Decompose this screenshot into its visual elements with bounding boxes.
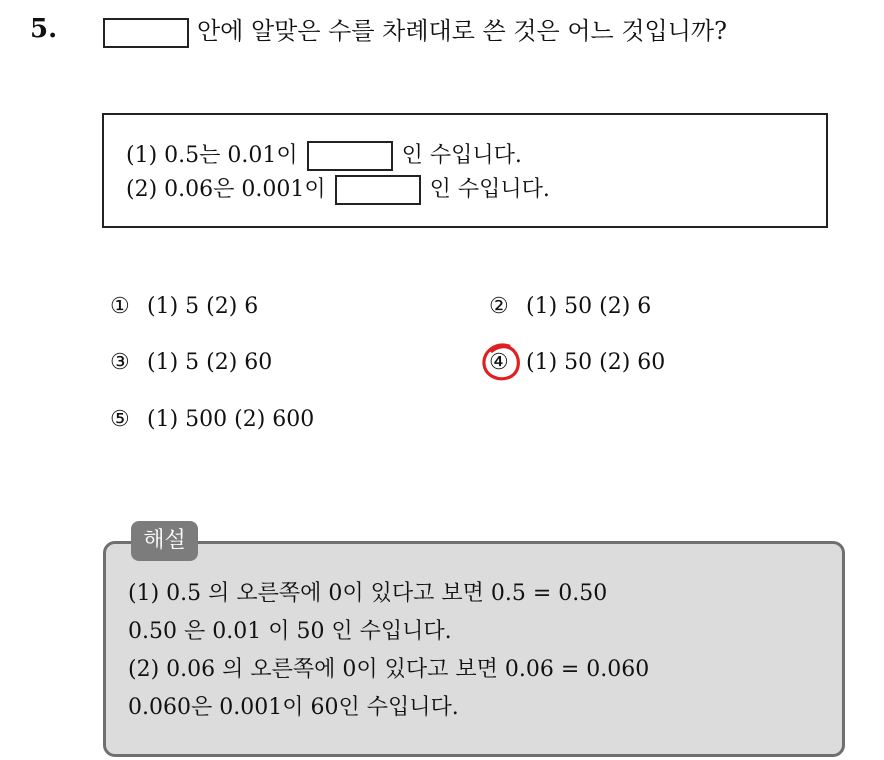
choice-1-text: (1) 5 (2) 6	[147, 294, 259, 319]
choice-3[interactable]	[110, 348, 272, 378]
choice-4-text: (1) 50 (2) 60	[526, 350, 666, 375]
choice-1[interactable]	[110, 292, 258, 322]
explanation-line-4: 0.060은 0.001이 60인 수입니다.	[128, 695, 459, 720]
choice-5-mark: ⑤	[110, 407, 130, 432]
condition-1-after: 인 수입니다.	[401, 143, 522, 168]
question-blank-box	[103, 18, 189, 48]
choice-4-mark: ④	[489, 350, 509, 375]
choice-1-mark: ①	[110, 294, 130, 319]
question-text-line	[103, 14, 727, 48]
choice-2[interactable]	[489, 292, 651, 322]
condition-2-before: (2) 0.06은 0.001이	[126, 177, 326, 202]
explanation-line-2: 0.50 은 0.01 이 50 인 수입니다.	[128, 619, 452, 644]
choice-5[interactable]	[110, 405, 314, 435]
choice-3-text: (1) 5 (2) 60	[147, 350, 273, 375]
question-number: 5.	[30, 14, 58, 44]
condition-2-after: 인 수입니다.	[429, 177, 550, 202]
explanation-tab: 해설	[131, 521, 198, 561]
condition-2	[126, 175, 550, 205]
explanation-line-1: (1) 0.5 의 오른쪽에 0이 있다고 보면 0.5 = 0.50	[128, 581, 608, 606]
condition-2-blank	[335, 175, 421, 205]
answer-circle-icon	[479, 340, 525, 386]
choice-5-text: (1) 500 (2) 600	[147, 407, 315, 432]
explanation-line-3: (2) 0.06 의 오른쪽에 0이 있다고 보면 0.06 = 0.060	[128, 657, 650, 682]
condition-1-before: (1) 0.5는 0.01이	[126, 143, 298, 168]
conditions-box	[102, 113, 828, 228]
choice-2-text: (1) 50 (2) 6	[526, 294, 652, 319]
condition-1	[126, 141, 522, 171]
question-text: 안에 알맞은 수를 차례대로 쓴 것은 어느 것입니까?	[197, 17, 727, 45]
condition-1-blank	[307, 141, 393, 171]
choice-2-mark: ②	[489, 294, 509, 319]
explanation-box	[103, 541, 845, 757]
choice-3-mark: ③	[110, 350, 130, 375]
